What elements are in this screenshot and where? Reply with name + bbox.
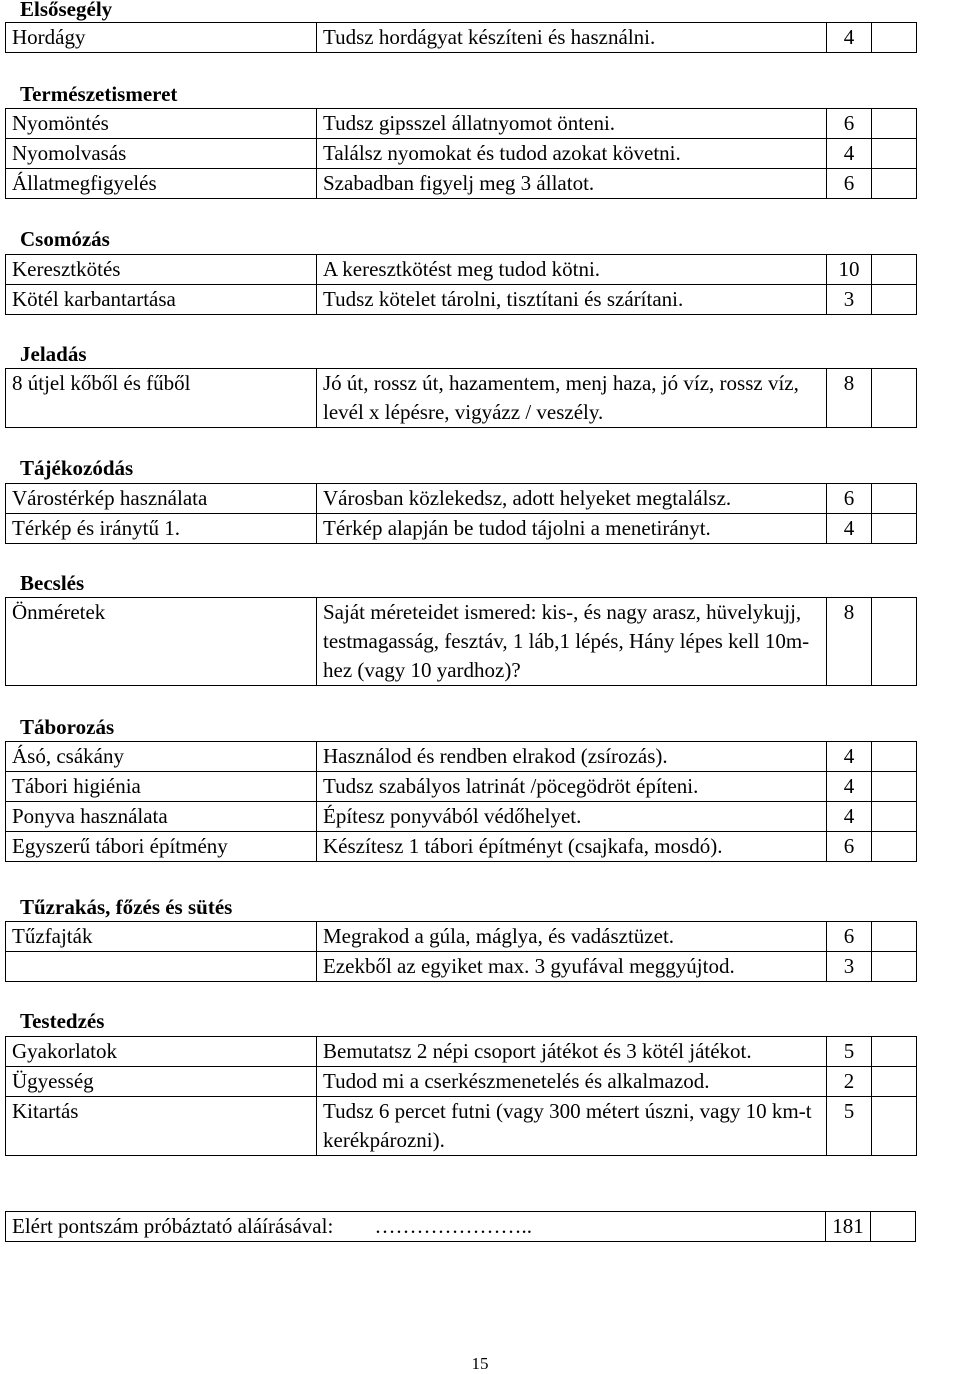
check-cell[interactable] bbox=[872, 1067, 917, 1097]
section-title: Testedzés bbox=[20, 1009, 105, 1033]
section-table bbox=[5, 254, 917, 315]
check-cell[interactable] bbox=[872, 598, 917, 686]
table-row bbox=[6, 514, 917, 544]
points-cell: 4 bbox=[827, 514, 872, 544]
table-row bbox=[6, 285, 917, 315]
skill-cell: Ponyva használata bbox=[6, 802, 317, 832]
points-cell: 4 bbox=[827, 139, 872, 169]
table-row bbox=[6, 922, 917, 952]
section-title: Jeladás bbox=[20, 342, 87, 366]
description-cell: Készítesz 1 tábori építményt (csajkafa, mosdó). bbox=[317, 832, 827, 862]
skill-cell: Nyomolvasás bbox=[6, 139, 317, 169]
description-cell: Térkép alapján be tudod tájolni a menetirányt. bbox=[317, 514, 827, 544]
points-cell: 3 bbox=[827, 952, 872, 982]
points-cell: 6 bbox=[827, 169, 872, 199]
check-cell[interactable] bbox=[872, 1097, 917, 1156]
points-cell: 6 bbox=[827, 832, 872, 862]
table-row bbox=[6, 952, 917, 982]
description-cell: Tudod mi a cserkészmenetelés és alkalmazod. bbox=[317, 1067, 827, 1097]
section-table bbox=[5, 368, 917, 428]
points-cell: 2 bbox=[827, 1067, 872, 1097]
points-cell: 6 bbox=[827, 484, 872, 514]
section-title: Csomózás bbox=[20, 227, 110, 251]
check-cell[interactable] bbox=[872, 1037, 917, 1067]
check-cell[interactable] bbox=[872, 772, 917, 802]
table-row bbox=[6, 1067, 917, 1097]
signature-row bbox=[6, 1212, 916, 1242]
skill-cell: Kötél karbantartása bbox=[6, 285, 317, 315]
points-cell: 6 bbox=[827, 922, 872, 952]
section-table bbox=[5, 597, 917, 686]
check-cell[interactable] bbox=[872, 952, 917, 982]
section-table bbox=[5, 483, 917, 544]
description-cell: Tudsz hordágyat készíteni és használni. bbox=[317, 23, 827, 53]
section-title: Természetismeret bbox=[20, 82, 178, 106]
table-row bbox=[6, 1097, 917, 1156]
signature-table bbox=[5, 1211, 916, 1242]
check-cell[interactable] bbox=[872, 802, 917, 832]
table-row bbox=[6, 23, 917, 53]
skill-cell: Ügyesség bbox=[6, 1067, 317, 1097]
points-cell: 5 bbox=[827, 1097, 872, 1156]
section-table bbox=[5, 22, 917, 53]
section-title: Tűzrakás, főzés és sütés bbox=[20, 895, 233, 919]
description-cell: Bemutatsz 2 népi csoport játékot és 3 kötél játékot. bbox=[317, 1037, 827, 1067]
points-cell: 8 bbox=[827, 369, 872, 428]
points-cell: 8 bbox=[827, 598, 872, 686]
check-cell[interactable] bbox=[872, 109, 917, 139]
points-cell: 3 bbox=[827, 285, 872, 315]
skill-cell: Tűzfajták bbox=[6, 922, 317, 952]
check-cell[interactable] bbox=[872, 832, 917, 862]
points-cell: 5 bbox=[827, 1037, 872, 1067]
skill-cell: Várostérkép használata bbox=[6, 484, 317, 514]
skill-cell: Nyomöntés bbox=[6, 109, 317, 139]
section-title: Elsősegély bbox=[20, 0, 113, 21]
check-cell[interactable] bbox=[871, 1212, 916, 1242]
table-row bbox=[6, 169, 917, 199]
table-row bbox=[6, 598, 917, 686]
total-points: 181 bbox=[826, 1212, 871, 1242]
signature-dots: ………………….. bbox=[374, 1214, 533, 1238]
section-title: Becslés bbox=[20, 571, 85, 595]
section-title: Tájékozódás bbox=[20, 456, 134, 480]
skill-cell: Gyakorlatok bbox=[6, 1037, 317, 1067]
description-cell: Szabadban figyelj meg 3 állatot. bbox=[317, 169, 827, 199]
check-cell[interactable] bbox=[872, 742, 917, 772]
description-cell: Saját méreteidet ismered: kis-, és nagy arasz, hüvelykujj, testmagasság, fesztáv, 1 láb,1 lépés, Hány lépes kell 10m-hez (vagy 10 yardhoz)? bbox=[317, 598, 827, 686]
skill-cell: Egyszerű tábori építmény bbox=[6, 832, 317, 862]
description-cell: Ezekből az egyiket max. 3 gyufával meggyújtod. bbox=[317, 952, 827, 982]
skill-cell bbox=[6, 952, 317, 982]
table-row bbox=[6, 369, 917, 428]
table-row bbox=[6, 802, 917, 832]
check-cell[interactable] bbox=[872, 484, 917, 514]
description-cell: Tudsz szabályos latrinát /pöcegödröt építeni. bbox=[317, 772, 827, 802]
skill-cell: Állatmegfigyelés bbox=[6, 169, 317, 199]
table-row bbox=[6, 832, 917, 862]
table-row bbox=[6, 484, 917, 514]
signature-field[interactable] bbox=[6, 1212, 826, 1242]
table-row bbox=[6, 109, 917, 139]
check-cell[interactable] bbox=[872, 23, 917, 53]
table-row bbox=[6, 1037, 917, 1067]
check-cell[interactable] bbox=[872, 922, 917, 952]
points-cell: 4 bbox=[827, 772, 872, 802]
check-cell[interactable] bbox=[872, 514, 917, 544]
section-table bbox=[5, 741, 917, 862]
check-cell[interactable] bbox=[872, 169, 917, 199]
table-row bbox=[6, 742, 917, 772]
description-cell: Városban közlekedsz, adott helyeket megtalálsz. bbox=[317, 484, 827, 514]
table-row bbox=[6, 255, 917, 285]
points-cell: 10 bbox=[827, 255, 872, 285]
description-cell: Megrakod a gúla, máglya, és vadásztüzet. bbox=[317, 922, 827, 952]
check-cell[interactable] bbox=[872, 255, 917, 285]
description-cell: Tudsz gipsszel állatnyomot önteni. bbox=[317, 109, 827, 139]
points-cell: 4 bbox=[827, 23, 872, 53]
description-cell: Használod és rendben elrakod (zsírozás). bbox=[317, 742, 827, 772]
check-cell[interactable] bbox=[872, 285, 917, 315]
points-cell: 6 bbox=[827, 109, 872, 139]
description-cell: Tudsz 6 percet futni (vagy 300 métert úszni, vagy 10 km-t kerékpározni). bbox=[317, 1097, 827, 1156]
check-cell[interactable] bbox=[872, 369, 917, 428]
skill-cell: Hordágy bbox=[6, 23, 317, 53]
points-cell: 4 bbox=[827, 742, 872, 772]
skill-cell: Kitartás bbox=[6, 1097, 317, 1156]
skill-cell: Tábori higiénia bbox=[6, 772, 317, 802]
skill-cell: Keresztkötés bbox=[6, 255, 317, 285]
description-cell: Építesz ponyvából védőhelyet. bbox=[317, 802, 827, 832]
section-title: Táborozás bbox=[20, 715, 115, 739]
table-row bbox=[6, 139, 917, 169]
check-cell[interactable] bbox=[872, 139, 917, 169]
skill-cell: Térkép és iránytű 1. bbox=[6, 514, 317, 544]
description-cell: Tudsz kötelet tárolni, tisztítani és szárítani. bbox=[317, 285, 827, 315]
section-table bbox=[5, 921, 917, 982]
section-table bbox=[5, 108, 917, 199]
description-cell: Találsz nyomokat és tudod azokat követni. bbox=[317, 139, 827, 169]
description-cell: A keresztkötést meg tudod kötni. bbox=[317, 255, 827, 285]
skill-cell: 8 útjel kőből és fűből bbox=[6, 369, 317, 428]
skill-cell: Ásó, csákány bbox=[6, 742, 317, 772]
section-table bbox=[5, 1036, 917, 1156]
description-cell: Jó út, rossz út, hazamentem, menj haza, jó víz, rossz víz, levél x lépésre, vigyázz / veszély. bbox=[317, 369, 827, 428]
table-row bbox=[6, 772, 917, 802]
skill-cell: Önméretek bbox=[6, 598, 317, 686]
points-cell: 4 bbox=[827, 802, 872, 832]
page-number: 15 bbox=[471, 1354, 489, 1373]
signature-label: Elért pontszám próbáztató aláírásával: bbox=[12, 1214, 334, 1238]
